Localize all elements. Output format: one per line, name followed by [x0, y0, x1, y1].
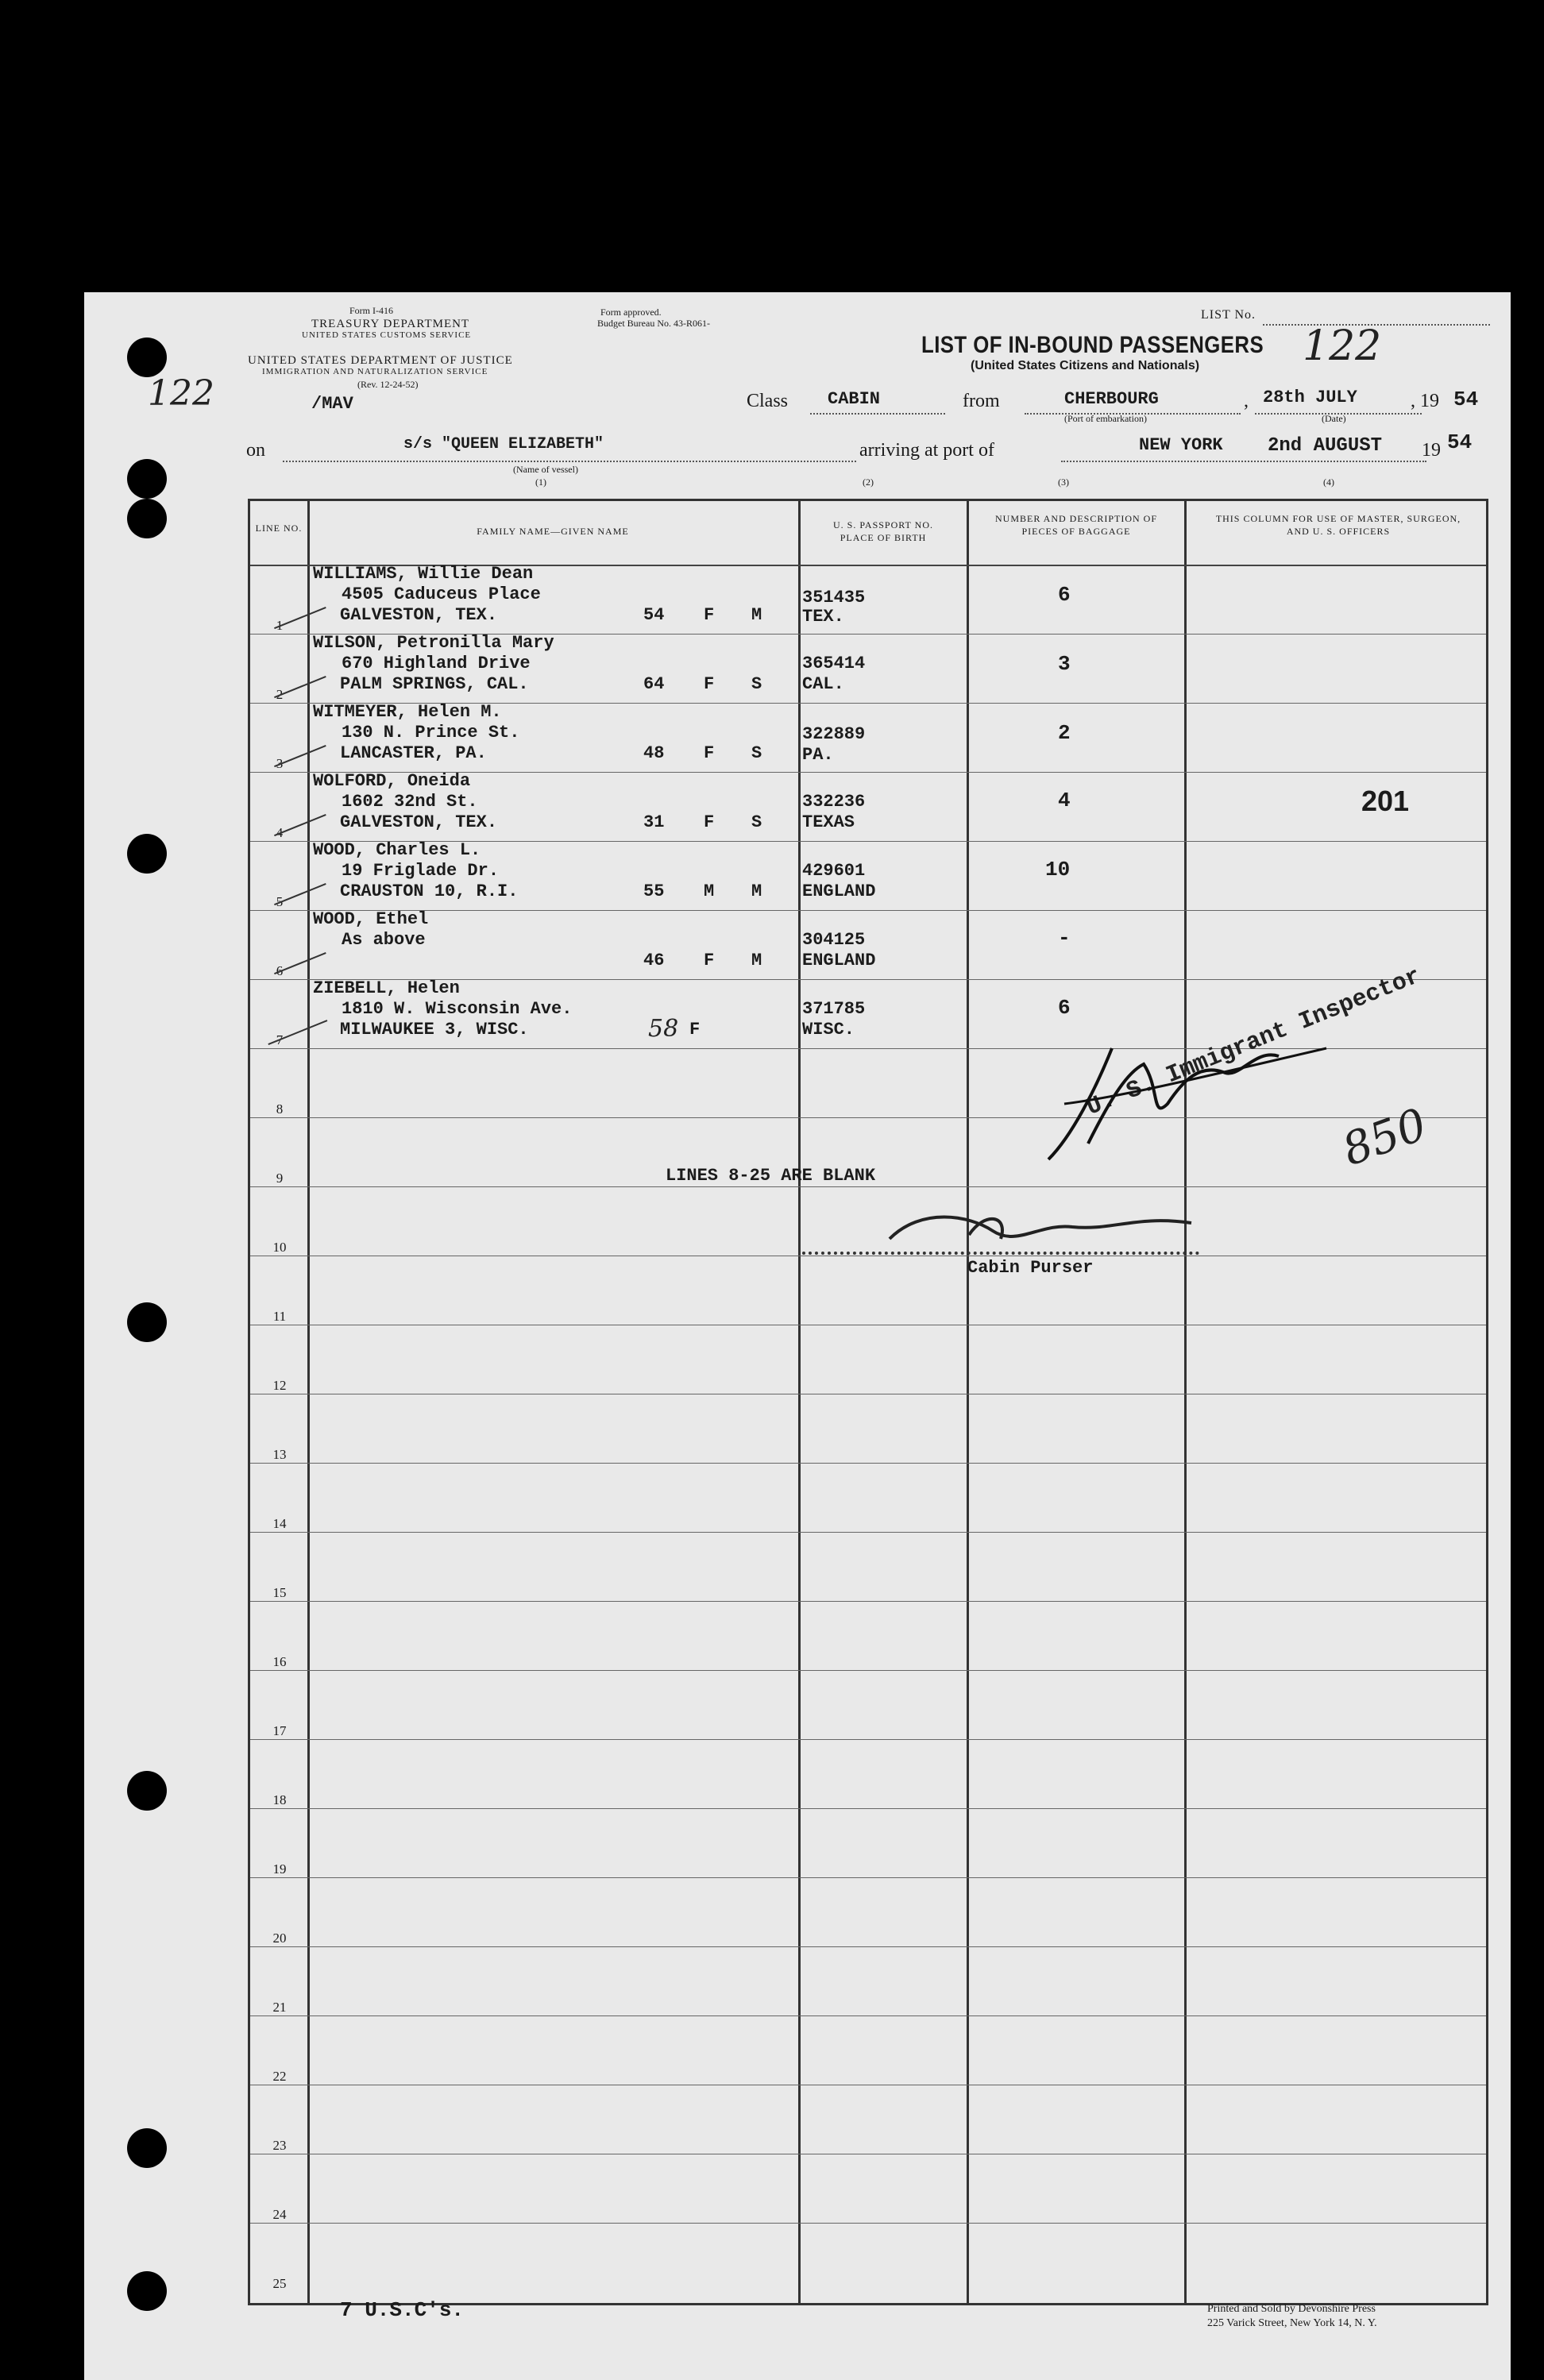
age: 31	[643, 812, 665, 832]
line-number: 23	[272, 2138, 287, 2153]
line-number: 13	[272, 1447, 287, 1462]
marital-status: S	[751, 812, 762, 832]
line-number: 20	[272, 1931, 287, 1946]
address-line-1: 130 N. Prince St.	[342, 723, 520, 743]
marital-status: S	[751, 674, 762, 694]
name-header: FAMILY NAME—GIVEN NAME	[477, 526, 629, 537]
vessel-name: s/s "QUEEN ELIZABETH"	[403, 435, 604, 453]
baggage-count: 3	[1058, 652, 1071, 676]
passenger-table	[248, 499, 1488, 2305]
passenger-name: WOOD, Charles L.	[313, 840, 481, 860]
list-number: 122	[1303, 322, 1382, 370]
address-line-2: GALVESTON, TEX.	[340, 605, 498, 625]
passenger-name: WILSON, Petronilla Mary	[313, 633, 554, 653]
address-line-1: 1810 W. Wisconsin Ave.	[342, 999, 573, 1019]
sex: F	[704, 812, 715, 832]
passenger-name: ZIEBELL, Helen	[313, 978, 460, 998]
address-line-1: 1602 32nd St.	[342, 792, 478, 812]
line-number: 2	[276, 687, 284, 702]
place-of-birth: TEXAS	[802, 812, 855, 832]
age: 48	[643, 743, 665, 763]
line-number: 5	[276, 894, 284, 909]
inspector-signature	[1017, 1016, 1350, 1175]
baggage-count: 10	[1045, 858, 1071, 881]
column-1-index: (1)	[535, 476, 546, 488]
punch-hole	[127, 1771, 167, 1811]
baggage-count: 4	[1058, 789, 1071, 812]
passenger-name: WILLIAMS, Willie Dean	[313, 564, 534, 584]
sex: F	[704, 951, 715, 970]
address-line-1: 19 Friglade Dr.	[342, 861, 500, 881]
passport-number: 304125	[802, 930, 866, 950]
line-number: 17	[272, 1723, 287, 1738]
citizen-count: 7 U.S.C's.	[340, 2298, 465, 2322]
age: 64	[643, 674, 665, 694]
line-number: 6	[276, 963, 284, 978]
ins-label: IMMIGRATION AND NATURALIZATION SERVICE	[262, 367, 488, 376]
class-label: Class	[747, 391, 789, 411]
line-number: 18	[272, 1792, 287, 1807]
address-line-1: 4505 Caduceus Place	[342, 584, 541, 604]
place-of-birth: ENGLAND	[802, 951, 876, 970]
column-2-index: (2)	[863, 476, 874, 488]
line-number: 19	[272, 1861, 287, 1877]
budget-label: Budget Bureau No. 43-R061-	[597, 318, 710, 329]
date-comma: ,	[1244, 391, 1249, 411]
place-of-birth: CAL.	[802, 674, 844, 694]
place-of-birth: PA.	[802, 745, 834, 765]
age: 46	[643, 951, 665, 970]
punch-hole	[127, 2271, 167, 2311]
form-number: Form I-416	[349, 305, 393, 316]
address-line-2: CRAUSTON 10, R.I.	[340, 881, 519, 901]
marital-status: M	[751, 605, 762, 625]
inspector-note: 850	[1336, 1098, 1434, 1177]
purser-label: Cabin Purser	[967, 1258, 1094, 1278]
place-of-birth: TEX.	[802, 607, 844, 627]
embark-port: CHERBOURG	[1064, 389, 1159, 409]
line-number: 10	[272, 1240, 287, 1255]
arrival-year-prefix: 19	[1422, 440, 1441, 461]
line-number: 7	[276, 1032, 284, 1047]
vessel-caption: (Name of vessel)	[513, 464, 578, 475]
passport-number: 322889	[802, 724, 866, 744]
printer-line-1: Printed and Sold by Devonshire Press	[1207, 2303, 1376, 2315]
passport-number: 371785	[802, 999, 866, 1019]
line-number: 8	[276, 1101, 284, 1117]
punch-hole	[127, 499, 167, 538]
line-number: 15	[272, 1585, 287, 1600]
age: 55	[643, 881, 665, 901]
baggage-count: 6	[1058, 583, 1071, 607]
arrival-date: 2nd AUGUST	[1268, 435, 1383, 457]
arriving-label: arriving at port of	[859, 440, 994, 461]
passport-header: U. S. PASSPORT NO. PLACE OF BIRTH	[833, 519, 933, 543]
baggage-count: 6	[1058, 996, 1071, 1020]
on-label: on	[246, 440, 265, 461]
embark-year: 54	[1453, 388, 1479, 411]
inspector-stamp: U. S. Immigrant Inspector	[1083, 962, 1425, 1122]
line-number: 4	[276, 825, 284, 840]
line-number: 22	[272, 2069, 287, 2084]
embark-caption: (Port of embarkation)	[1064, 413, 1147, 424]
class-value: CABIN	[828, 389, 881, 409]
punch-hole	[127, 338, 167, 377]
marital-status: M	[751, 951, 762, 970]
line-number: 24	[272, 2207, 287, 2222]
line-number: 12	[272, 1378, 287, 1393]
line-number: 14	[272, 1516, 287, 1531]
officers-header: THIS COLUMN FOR USE OF MASTER, SURGEON, AND U. S. OFFICERS	[1215, 513, 1461, 537]
passport-number: 332236	[802, 792, 866, 812]
page-subtitle: (United States Citizens and Nationals)	[971, 359, 1200, 372]
page-title: LIST OF IN-BOUND PASSENGERS	[921, 332, 1264, 358]
purser-signature	[874, 1191, 1207, 1255]
baggage-count: -	[1058, 926, 1071, 950]
passport-number: 351435	[802, 588, 866, 608]
line-number: 11	[272, 1309, 287, 1324]
line-number: 1	[276, 618, 284, 633]
place-of-birth: ENGLAND	[802, 881, 876, 901]
mav-code: /MAV	[311, 394, 353, 414]
officer-note: 201	[1361, 785, 1410, 817]
treasury-label: TREASURY DEPARTMENT	[311, 318, 470, 330]
address-line-1: As above	[342, 930, 426, 950]
printer-line-2: 225 Varick Street, New York 14, N. Y.	[1207, 2317, 1377, 2329]
column-4-index: (4)	[1323, 476, 1334, 488]
punch-hole	[127, 834, 167, 874]
passenger-name: WOOD, Ethel	[313, 909, 429, 929]
revision-label: (Rev. 12-24-52)	[357, 379, 419, 390]
address-line-2: LANCASTER, PA.	[340, 743, 487, 763]
address-line-2: MILWAUKEE 3, WISC.	[340, 1020, 529, 1040]
sex: F	[704, 605, 715, 625]
age: 54	[643, 605, 665, 625]
approved-label: Form approved.	[600, 307, 662, 318]
baggage-count: 2	[1058, 721, 1071, 745]
line-number: 25	[272, 2276, 287, 2291]
marital-status: S	[751, 743, 762, 763]
list-no-label: LIST No.	[1201, 308, 1256, 322]
line-no-header: LINE NO.	[255, 523, 303, 534]
from-label: from	[963, 391, 1000, 411]
marital-status: M	[751, 881, 762, 901]
punch-hole	[127, 1302, 167, 1342]
passenger-name: WOLFORD, Oneida	[313, 771, 471, 791]
line-number: 3	[276, 756, 284, 771]
sex: F	[689, 1020, 701, 1040]
address-line-1: 670 Highland Drive	[342, 654, 531, 673]
line-number: 16	[272, 1654, 287, 1669]
address-line-2: GALVESTON, TEX.	[340, 812, 498, 832]
sex: F	[704, 743, 715, 763]
column-3-index: (3)	[1058, 476, 1069, 488]
year-prefix: , 19	[1411, 391, 1439, 411]
justice-label: UNITED STATES DEPARTMENT OF JUSTICE	[248, 354, 513, 367]
line-number: 9	[276, 1171, 284, 1186]
line-number: 21	[272, 2000, 287, 2015]
address-line-2: PALM SPRINGS, CAL.	[340, 674, 529, 694]
embark-date: 28th JULY	[1263, 388, 1357, 407]
sex: M	[704, 881, 715, 901]
customs-label: UNITED STATES CUSTOMS SERVICE	[302, 330, 472, 340]
baggage-header: NUMBER AND DESCRIPTION OF PIECES OF BAGGAGE	[994, 513, 1158, 537]
passport-number: 365414	[802, 654, 866, 673]
arrival-year: 54	[1447, 430, 1473, 454]
punch-hole	[127, 2128, 167, 2168]
blank-lines-note: LINES 8-25 ARE BLANK	[666, 1166, 876, 1186]
punch-hole	[127, 459, 167, 499]
corner-note: 122	[148, 373, 214, 414]
age: 58	[648, 1015, 679, 1043]
sex: F	[704, 674, 715, 694]
passenger-name: WITMEYER, Helen M.	[313, 702, 502, 722]
date-caption: (Date)	[1322, 413, 1346, 424]
place-of-birth: WISC.	[802, 1020, 855, 1040]
arrival-port: NEW YORK	[1139, 435, 1223, 455]
passport-number: 429601	[802, 861, 866, 881]
